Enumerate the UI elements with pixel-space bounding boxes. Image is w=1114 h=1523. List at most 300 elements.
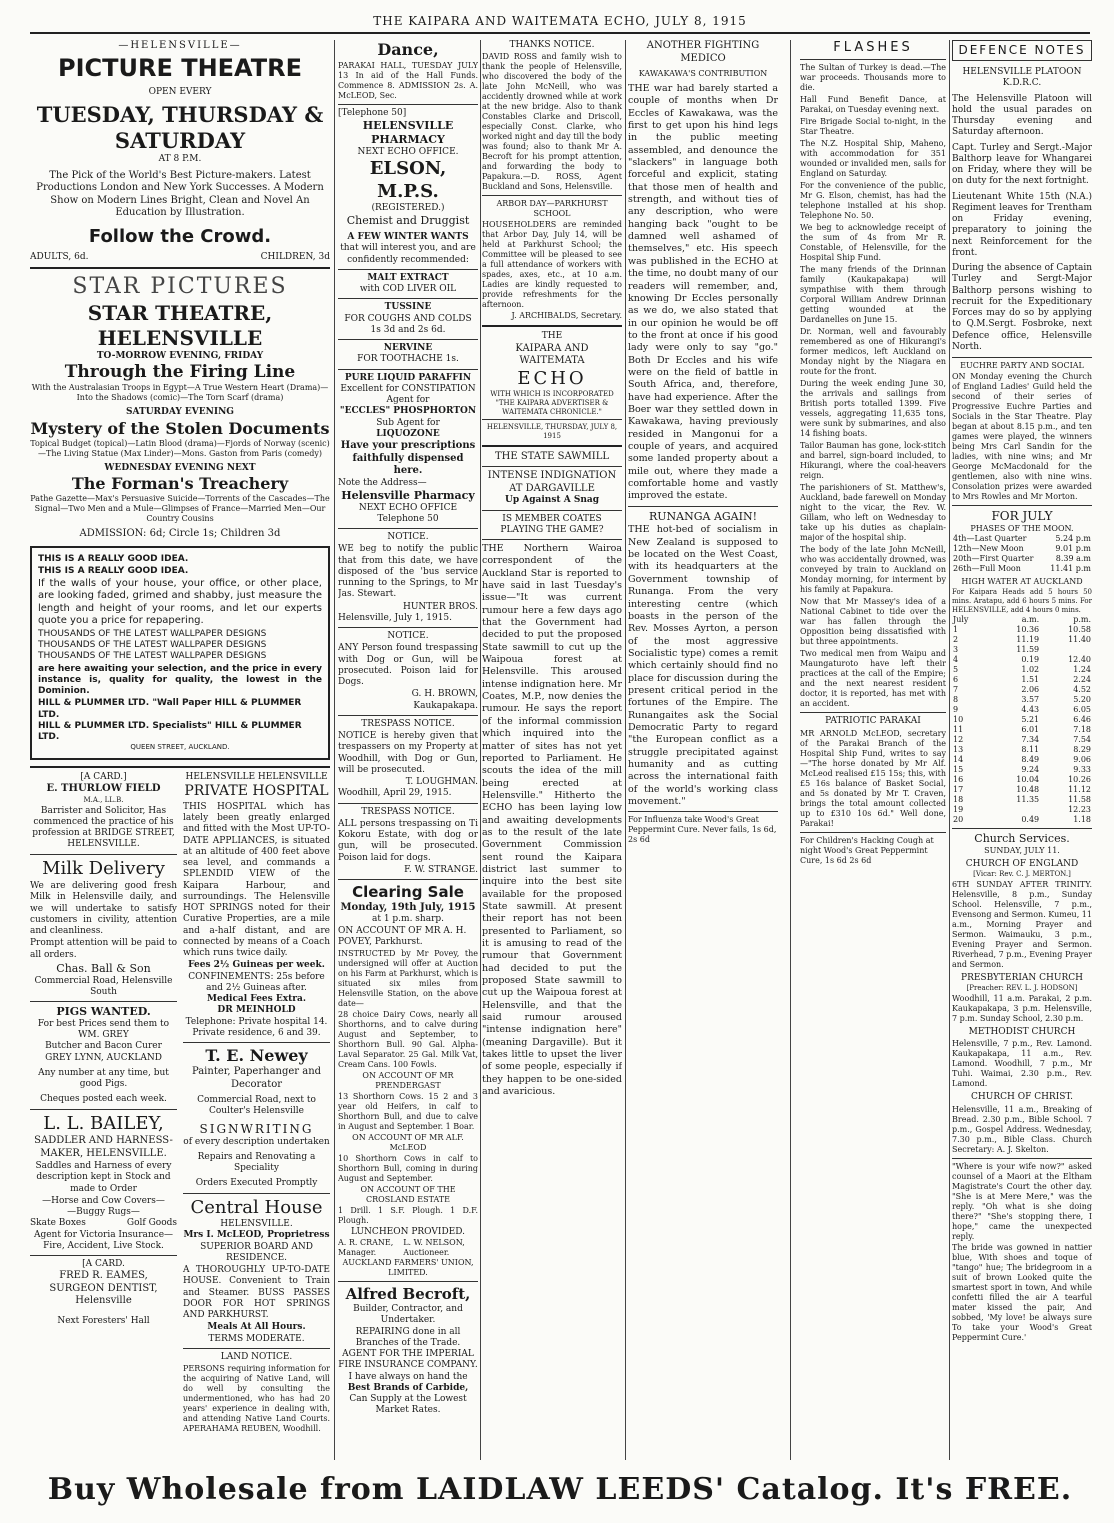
wallpaper-thousands: THOUSANDS OF THE LATEST WALLPAPER DESIGNS — [38, 628, 267, 639]
central-meals: Meals At All Hours. — [207, 1322, 306, 1333]
eames-role: SURGEON DENTIST, — [49, 1282, 158, 1294]
tide-row — [952, 745, 1092, 755]
clearing-items: 13 Shorthorn Cows. 15 2 and 3 year old Heifers, in calf to Shorthorn Bull, and due to calve in August and September. 1 Boar. — [338, 1092, 478, 1131]
column-rule — [790, 40, 791, 1460]
fighting-title: ANOTHER FIGHTING MEDICO — [646, 40, 760, 64]
clearing-auctioneer: L. W. NELSON, Auctioneer. — [403, 1238, 465, 1258]
theatre-adults: ADULTS, 6d. — [30, 252, 89, 262]
pigs-any: Any number at any time, but good Pigs. — [38, 1067, 169, 1089]
footer-note: For Influenza take Wood's Great Peppermint Cure. Never fails, 1s 6d, 2s 6d — [628, 815, 777, 845]
phase-row — [952, 564, 1092, 574]
july-almanac — [952, 509, 1092, 825]
tide-cell: 10.58 — [1068, 625, 1091, 635]
trespass-name: T. LOUGHMAN. — [405, 777, 478, 787]
milk-prompt: Prompt attention will be paid to all orders. — [30, 938, 177, 960]
tide-title: HIGH WATER AT AUCKLAND — [961, 577, 1083, 586]
tide-cell: 19 — [953, 805, 964, 815]
tide-head-cell: July — [953, 615, 969, 625]
trespass-title: TRESPASS NOTICE. — [361, 718, 455, 729]
phase-time: 11.41 p.m — [1050, 564, 1091, 573]
defence-list — [952, 94, 1092, 354]
footer-note: For Children's Hacking Cough at night Wood's Great Peppermint Cure, 1s 6d 2s 6d — [800, 835, 934, 865]
clearing-manager: A. R. CRANE, Manager. — [338, 1238, 394, 1258]
newey-desc: of every description undertaken — [183, 1136, 330, 1147]
hospital-head: HELENSVILLE HELENSVILLE — [185, 772, 328, 782]
phase-date: 4th—Last Quarter — [953, 534, 1027, 543]
newey-ad — [183, 1046, 330, 1190]
clearing-account: ON ACCOUNT OF MR PRENDERGAST — [362, 1071, 454, 1090]
clearing-time: at 1 p.m. sharp. — [371, 914, 444, 925]
becroft-title: Alfred Becroft, — [345, 1285, 471, 1304]
sawmill-article — [482, 451, 622, 1099]
tide-cell: 1.18 — [1073, 815, 1091, 825]
pigs-title: PIGS WANTED. — [56, 1005, 151, 1018]
pharmacy-sub: Sub Agent for — [376, 417, 440, 428]
hospital-doctor: DR MEINHOLD — [217, 1005, 296, 1016]
tide-cell — [988, 805, 1040, 815]
church-lines: 6TH SUNDAY AFTER TRINITY. Helensville, 8 p.m., Sunday School. Helensville, 7 p.m., Evensong and Sermon. Kumeu, 11 a.m., Morning Prayer and Sermon. Waimauku, 3 p.m., Evening Prayer and Sermon. Riverhead, 7 p.m., Evening Prayer and Sermon. — [952, 880, 1092, 969]
tide-cell: 7 — [953, 685, 959, 695]
church-name: CHURCH OF CHRIST. — [971, 1092, 1073, 1103]
tide-cell: 10.04 — [1016, 775, 1040, 785]
picture-theatre-ad — [30, 40, 330, 263]
tide-cell: 11.40 — [1068, 635, 1091, 645]
notice-place: Kaukapakapa. — [413, 700, 478, 711]
church-title: Church Services. — [974, 832, 1070, 846]
theatre-place: —HELENSVILLE— — [118, 40, 242, 51]
echo-the: THE — [541, 331, 563, 342]
pharmacy-next: NEXT ECHO OFFICE. — [357, 146, 459, 157]
becroft-have: I have always on hand the — [348, 1371, 468, 1382]
milk-title: Milk Delivery — [42, 857, 165, 879]
echo-name: KAIPARA AND WAITEMATA — [515, 342, 589, 366]
flash-item: Now that Mr Massey's idea of a National Cabinet to tide over the war has fallen through the Opposition being dissatisfied with but three appointments. — [800, 597, 946, 647]
column-1 — [30, 40, 330, 1460]
star-feature3: The Forman's Treachery — [71, 473, 289, 493]
tide-cell: 5 — [953, 665, 959, 675]
column-4 — [628, 40, 778, 1460]
tide-row — [952, 735, 1092, 745]
runanga-title: RUNANGA AGAIN! — [648, 509, 758, 523]
flash-item: The parishioners of St. Matthew's, Auckland, bade farewell on Monday night to the vicar, the Rev. W. Gillam, who left on Wednesday to take up his duties as chaplain-major of the hospital ship. — [800, 483, 946, 543]
tide-row — [952, 685, 1092, 695]
bailey-agent: Agent for Victoria Insurance—Fire, Accident, Live Stock. — [33, 1229, 174, 1251]
church-name: CHURCH OF ENGLAND — [965, 859, 1079, 869]
phases-table — [952, 534, 1092, 574]
tide-cell: 9.06 — [1073, 755, 1091, 765]
newey-orders: Orders Executed Promptly — [195, 1178, 318, 1189]
fighting-sub: KAWAKAWA'S CONTRIBUTION — [638, 69, 768, 78]
column-2 — [338, 40, 478, 1460]
phases-title: PHASES OF THE MOON. — [970, 524, 1074, 533]
wife-anecdote: "Where is your wife now?" asked counsel of a Maori at the Eltham Magistrate's Court the other day. "She is at Mere Mere," was the reply. "Oh what is she doing there?" "She's stopping there, I hope," came the unexpected reply. — [952, 1161, 1092, 1241]
arbor-notice — [482, 199, 622, 321]
milk-firm: Chas. Ball & Son — [56, 961, 151, 975]
church-section — [952, 1092, 1092, 1154]
pharmacy-name: ELSON, M.P.S. — [369, 158, 447, 202]
eames-town: Helensville — [75, 1295, 132, 1307]
tide-cell: 4.52 — [1073, 685, 1091, 695]
thurlow-name: E. THURLOW FIELD — [46, 783, 161, 795]
pharmacy-rx: Have your prescriptions faithfully dispensed here. — [340, 440, 476, 476]
tide-cell: 15 — [953, 765, 964, 775]
theatre-children: CHILDREN, 3d — [260, 252, 330, 262]
flashes-list — [800, 63, 946, 709]
column-rule — [625, 40, 626, 1460]
milk-ad — [30, 858, 177, 999]
fighting-medico-article — [628, 40, 778, 503]
tide-cell: 10.48 — [1016, 785, 1040, 795]
central-sup: SUPERIOR BOARD AND RESIDENCE. — [200, 1241, 313, 1263]
defence-item: Capt. Turley and Sergt.-Major Balthorp leave for Whangarei on Friday, where they will be on duty for the next fortnight. — [952, 142, 1092, 187]
theatre-blurb: The Pick of the World's Best Picture-makers. Latest Productions London and New York Successes. A Modern Show on Modern Lines Bright, Clean and Novel An Education by Illustration. — [36, 169, 324, 218]
hospital-confinements: CONFINEMENTS: 25s before and 2½ Guineas after. — [188, 971, 325, 993]
phase-row — [952, 544, 1092, 554]
echo-title: ECHO — [517, 367, 587, 389]
central-prop: Mrs I. McLEOD, Proprietress — [183, 1230, 330, 1241]
pharmacy-agent: Agent for — [386, 395, 430, 405]
tide-cell: 6.05 — [1073, 705, 1091, 715]
star-feature2: Mystery of the Stolen Documents — [30, 418, 330, 438]
tide-cell: 1 — [953, 625, 959, 635]
arbor-body: HOUSEHOLDERS are reminded that Arbor Day, July 14, will be held at Parkhurst School; the Committee will be pleased to see a full attendance of workers with spades, axes, etc., at 10 a.m. Ladies are kindly requested to provide refreshments for the afternoon. — [482, 220, 622, 310]
clearing-account: ON ACCOUNT OF THE CROSLAND ESTATE — [360, 1185, 456, 1204]
notice-title: NOTICE. — [387, 532, 429, 542]
theatre-time: AT 8 P.M. — [158, 154, 202, 165]
thanks-notice — [482, 40, 622, 192]
flash-item: For the convenience of the public, Mr G. Elson, chemist, has had the telephone installed at his shop. Telephone No. 50. — [800, 181, 946, 221]
trespass-notice-1 — [338, 719, 478, 800]
central-title: Central House — [190, 1196, 323, 1218]
tide-row — [952, 715, 1092, 725]
pharmacy-address: Helensville Pharmacy — [341, 488, 475, 502]
flash-item: The body of the late John McNeill, who was accidentally drowned, was conveyed by train to Auckland on Monday morning, for interment by his family at Papakura. — [800, 545, 946, 595]
tide-cell: 11.35 — [1016, 795, 1040, 805]
tide-cell: 13 — [953, 745, 964, 755]
defence-platoon: HELENSVILLE PLATOON K.D.R.C. — [962, 67, 1082, 89]
flash-item: During the week ending June 30, the arrivals and sailings from British ports totalled 1399. Five vessels, aggregating 11,635 tons, were sunk by submarines, and also 14 fishing boats. — [800, 379, 946, 439]
flash-item: The N.Z. Hospital Ship, Maheno, with accommodation for 351 wounded or invalided men, sails for England on Saturday. — [800, 139, 946, 179]
arbor-sign: J. ARCHIBALDS, Secretary. — [511, 311, 622, 321]
tide-row — [952, 645, 1092, 655]
pharmacy-nervine-sub: FOR TOOTHACHE 1s. — [357, 354, 459, 365]
dance-ad — [338, 40, 478, 101]
star-tomorrow: TO-MORROW EVENING, FRIDAY — [96, 350, 264, 361]
star-pictures-ad — [30, 273, 330, 540]
sawmill-snag: Up Against A Snag — [505, 495, 599, 506]
wallpaper-firm: HILL & PLUMMER LTD. "Wall Paper HILL & PLUMMER LTD. — [38, 698, 302, 720]
tide-cell: 2.24 — [1073, 675, 1091, 685]
clearing-account: ON ACCOUNT OF MR ALF. McLEOD — [352, 1133, 464, 1152]
tide-row — [952, 665, 1092, 675]
becroft-role: Builder, Contractor, and Undertaker. — [353, 1304, 463, 1326]
tide-row — [952, 815, 1092, 825]
trespass-date: Woodhill, April 29, 1915. — [338, 788, 452, 799]
central-terms: TERMS MODERATE. — [208, 1333, 305, 1344]
pharmacy-note: Note the Address— — [338, 477, 427, 488]
runanga-body: THE hot-bed of socialism in New Zealand is supposed to be located on the West Coast, with its headquarters at the Government township of Runanga. From the very interesting centre (which boasts in the person of the Rev. Mosses Ayrton, a person of the most aggressive Socialistic type) comes a remit which certainly should find no place for discussion during the present critical period in the fortunes of the Empire. The Runangaites ask the Social Democratic Party to regard "the European conflict as a struggle precipitated against humanity and as cutting across the international faith of the world's working class movement." — [628, 524, 778, 807]
church-section — [952, 973, 1092, 1024]
flash-item: We beg to acknowledge receipt of the sum of 4s from Mr R. Constable, of Helensville, for the Hospital Ship Fund. — [800, 223, 946, 263]
tide-cell: 17 — [953, 785, 964, 795]
phase-date: 12th—New Moon — [953, 544, 1024, 553]
tide-row — [952, 675, 1092, 685]
star-feature1: Through the Firing Line — [64, 362, 296, 382]
tide-cell: 8.29 — [1073, 745, 1091, 755]
column-1a — [30, 772, 177, 1435]
bailey-buggy: —Buggy Rugs— — [67, 1207, 140, 1217]
tide-cell: 12.23 — [1068, 805, 1091, 815]
central-body: A THOROUGHLY UP-TO-DATE HOUSE. Convenient to Train and Steamer. BUSS PASSES DOOR FOR HOT SPRINGS AND PARKHURST. — [183, 1265, 330, 1320]
hospital-title: PRIVATE HOSPITAL — [184, 783, 329, 800]
hospital-phone: Telephone: Private hospital 14. Private residence, 6 and 39. — [185, 1016, 328, 1038]
trespass-title: TRESPASS NOTICE. — [361, 806, 455, 817]
phase-date: 26th—Full Moon — [953, 564, 1021, 573]
star-title: STAR PICTURES — [72, 274, 288, 300]
pharmacy-tussine-sub: FOR COUGHS AND COLDS 1s 3d and 2s 6d. — [344, 313, 472, 335]
pharmacy-tussine: TUSSINE — [384, 302, 432, 313]
bailey-sub: SADDLER AND HARNESS-MAKER, HELENSVILLE. — [34, 1135, 173, 1159]
tide-cell: 11.59 — [1016, 645, 1040, 655]
pharmacy-paraffin: PURE LIQUID PARAFFIN — [344, 372, 472, 383]
theatre-follow: Follow the Crowd. — [88, 225, 272, 247]
july-title: FOR JULY — [991, 509, 1053, 523]
clearing-body: INSTRUCTED by Mr Povey, the undersigned will offer at Auction on his Farm at Parkhurst, which is situated six miles from Helensville Station, on the above date— — [338, 949, 478, 1008]
tide-head-cell: p.m. — [1073, 615, 1091, 625]
pharmacy-nervine: NERVINE — [383, 343, 433, 353]
trespass-body: ALL persons trespassing on Ti Kokoru Estate, with dog or gun, will be prosecuted. Poison laid for dogs. — [338, 818, 478, 863]
pharmacy-paraffin-sub: Excellent for CONSTIPATION — [340, 383, 476, 394]
notice-firm: HUNTER BROS. — [403, 601, 478, 612]
pharmacy-wants-sub: that will interest you, and are confidently recommended: — [340, 243, 476, 265]
pharmacy-ad — [338, 108, 478, 525]
church-name: PRESBYTERIAN CHURCH — [961, 973, 1083, 983]
tide-cell: 11.12 — [1068, 785, 1091, 795]
sawmill-sub: INTENSE INDIGNATION AT DARGAVILLE — [487, 470, 617, 494]
flashes-title: FLASHES — [833, 40, 913, 55]
tide-cell: 9.24 — [1021, 765, 1040, 775]
church-list — [952, 859, 1092, 1155]
tide-row — [952, 705, 1092, 715]
flash-item: Dr. Norman, well and favourably remembered as one of Hikurangi's former medicos, left Auckland on Monday night by the Niagara en route for the front. — [800, 327, 946, 377]
tide-row — [952, 775, 1092, 785]
defence-item: During the absence of Captain Turley and Sergt-Major Balthorp persons wishing to recruit for the Expeditionary Forces may do so by applying to Q.M.Sergt. Fosbroke, next Defence office, Helensville North. — [952, 263, 1092, 352]
land-title: LAND NOTICE. — [220, 1351, 293, 1362]
tide-cell: 7.34 — [1021, 735, 1040, 745]
tide-cell: 7.18 — [1073, 725, 1091, 735]
wallpaper-firm: HILL & PLUMMER LTD. Specialists" HILL & PLUMMER LTD. — [38, 720, 302, 742]
arbor-title: ARBOR DAY—PARKHURST SCHOOL — [496, 199, 608, 219]
central-house-ad — [183, 1197, 330, 1345]
clearing-items: 28 choice Dairy Cows, nearly all Shorthorns, and to calve during August and September, to Shorthorn Bull. 90 Gal. Alpha-Laval Separator. 25 Gal. Milk Vat, Cream Cans. 100 Fowls. — [338, 1010, 478, 1069]
clearing-lunch: LUNCHEON PROVIDED. — [350, 1227, 465, 1237]
hospital-body: THIS HOSPITAL which has lately been greatly enlarged and fitted with the Most UP-TO-DATE APPLIANCES, is situated at an altitude of 400 feet above sea level, and commands a SPLENDID VIEW of the Kaipara Harbour, and surroundings. The Helensville HOT SPRINGS noted for their Curative Properties, are a mile and a-half distant, and are connected by means of a Coach which runs twice daily. — [183, 801, 330, 958]
notice-name: G. H. BROWN, — [411, 689, 478, 700]
tide-cell: 6 — [953, 675, 959, 685]
defence-title: DEFENCE NOTES — [952, 40, 1092, 61]
clearing-account: ON ACCOUNT OF MR A. H. POVEY, Parkhurst. — [338, 925, 467, 947]
thanks-body: DAVID ROSS and family wish to thank the people of Helensville, who discovered the body of the late John McNeill, who was accidently drowned while at work at the new bridge. Also to thank Constables Clarke and Driscoll, especially Const. Clarke, who worked night and day till the body was found; also to thank Mr A. Becroft for his prompt attention, and forwarding the body to Papakura.—D. ROSS, Agent Buckland and Sons, Helensville. — [482, 52, 622, 192]
tide-cell: 0.49 — [1021, 815, 1040, 825]
tide-cell: 8 — [953, 695, 959, 705]
church-section — [952, 1027, 1092, 1089]
column-6 — [952, 40, 1092, 1460]
becroft-ad — [338, 1285, 478, 1416]
pharmacy-wants: A FEW WINTER WANTS — [347, 232, 469, 242]
church-lines: Woodhill, 11 a.m. Parakai, 2 p.m. Kaukapakapa, 3 p.m. Helensville, 7 p.m. Sunday School, 2.30 p.m. — [952, 994, 1092, 1023]
tide-cell: 14 — [953, 755, 964, 765]
wallpaper-awaiting: are here awaiting your selection, and the price in every instance is, quality for quality, the lowest in the Dominion. — [38, 663, 322, 696]
tide-cell: 1.51 — [1021, 675, 1040, 685]
tide-row — [952, 785, 1092, 795]
tide-row — [952, 635, 1092, 645]
echo-with: WITH WHICH IS INCORPORATED "THE KAIPARA ADVERTISER & WAITEMATA CHRONICLE." — [490, 390, 614, 416]
echo-date: HELENSVILLE, THURSDAY, JULY 8, 1915 — [486, 423, 618, 440]
phase-time: 8.39 a.m — [1055, 554, 1091, 563]
becroft-carbide: Best Brands of Carbide, — [347, 1382, 469, 1393]
tide-table — [952, 615, 1092, 825]
star-feature1-desc: With the Australasian Troops in Egypt—A True Western Heart (Drama)—Into the Shadows (comic)—The Torn Scarf (drama) — [31, 383, 329, 403]
wallpaper-line2: THIS IS A REALLY GOOD IDEA. — [38, 565, 189, 576]
church-lines: Helensville, 11 a.m., Breaking of Bread. 2.30 p.m., Bible School. 7 p.m., Gospel Address. Wednesday, 7.30 p.m., Bible Class. Church Secretary: A. J. Skelton. — [952, 1104, 1092, 1154]
tide-cell: 2 — [953, 635, 959, 645]
star-wednesday: WEDNESDAY EVENING NEXT — [104, 462, 256, 473]
pharmacy-title: HELENSVILLE PHARMACY — [362, 119, 454, 146]
tide-cell: 9.33 — [1073, 765, 1091, 775]
milk-address: Commercial Road, Helensville South — [34, 975, 173, 997]
euchre-title: EUCHRE PARTY AND SOCIAL — [960, 361, 1084, 370]
tide-cell: 1.02 — [1021, 665, 1040, 675]
tide-cell: 0.19 — [1021, 655, 1040, 665]
pigs-cheques: Cheques posted each week. — [40, 1094, 167, 1105]
newey-title: T. E. Newey — [205, 1046, 308, 1065]
theatre-days: TUESDAY, THURSDAY & SATURDAY — [36, 101, 324, 153]
defence-item: Lieutenant White 15th (N.A.) Regiment leaves for Trentham on Friday evening, preparatory to joining the next Reinforcement for the front. — [952, 191, 1092, 258]
tide-row — [952, 765, 1092, 775]
church-name: METHODIST CHURCH — [968, 1027, 1076, 1037]
echo-header — [482, 331, 622, 441]
phase-row — [952, 554, 1092, 564]
thurlow-card — [30, 772, 177, 851]
flash-item: Fire Brigade Social to-night, in the Star Theatre. — [800, 117, 946, 137]
column-rule — [949, 40, 950, 1460]
masthead: THE KAIPARA AND WAITEMATA ECHO, JULY 8, 1915 — [30, 10, 1090, 34]
tide-note: For Kaipara Heads add 5 hours 50 mins. Aratapu, add 6 hours 5 mins. For HELENSVILLE, add 4 hours 0 mins. — [952, 588, 1092, 614]
eames-address: Next Foresters' Hall — [57, 1315, 150, 1326]
wallpaper-ad — [30, 546, 330, 760]
pigs-name: WM. GREY — [78, 1030, 129, 1040]
tide-row — [952, 795, 1092, 805]
parakai-title: PATRIOTIC PARAKAI — [825, 716, 921, 727]
star-feature3-desc: Pathe Gazette—Max's Persuasive Suicide—Torrents of the Cascades—The Signal—Two Men and a Mule—Glimpses of France—Married Men—Our Country Cousins — [30, 493, 330, 523]
runanga-article — [628, 510, 778, 809]
hospital-medical: Medical Fees Extra. — [207, 994, 306, 1004]
star-saturday: SATURDAY EVENING — [126, 407, 234, 418]
tide-cell: 12 — [953, 735, 964, 745]
pharmacy-address2: NEXT ECHO OFFICE — [358, 502, 458, 513]
wallpaper-line1: THIS IS A REALLY GOOD IDEA. — [38, 554, 189, 565]
star-theatre: STAR THEATRE, HELENSVILLE — [87, 300, 273, 350]
pigs-role: Butcher and Bacon Curer — [45, 1041, 162, 1052]
card-label: [A CARD. — [82, 1259, 125, 1269]
clearing-items: 10 Shorthorn Cows in calf to Shorthorn Bull, coming in during August and September. — [338, 1154, 478, 1183]
tide-cell: 5.21 — [1021, 715, 1040, 725]
newey-repairs: Repairs and Renovating a Speciality — [197, 1151, 316, 1173]
notice-date: Helensville, July 1, 1915. — [338, 612, 453, 623]
church-vicar: [Preacher: REV. L. J. HODSON] — [966, 984, 1078, 993]
clearing-items: 1 Drill. 1 S.F. Plough. 1 D.F. Plough. — [338, 1206, 478, 1225]
theatre-title: PICTURE THEATRE — [57, 53, 303, 82]
bailey-body: Saddles and Harness of every description kept in Stock and made to Order — [35, 1161, 172, 1194]
church-lines: Helensville, 7 p.m., Rev. Lamond. Kaukapakapa, 11 a.m., Rev. Lamond. Woodhill, 7 p.m., Mr Tuhi. Waimai, 2.30 p.m., Rev. Lamond. — [952, 1039, 1092, 1089]
pigs-ad — [30, 1005, 177, 1106]
wallpaper-thousands: THOUSANDS OF THE LATEST WALLPAPER DESIGNS — [38, 651, 267, 662]
pharmacy-eccles: "ECCLES" PHOSPHORTON — [339, 406, 477, 417]
notice-bus — [338, 532, 478, 624]
newey-role: Painter, Paperhanger and Decorator — [191, 1066, 322, 1090]
tide-cell: 6.01 — [1021, 725, 1040, 735]
pharmacy-role: Chemist and Druggist — [346, 214, 470, 228]
dance-title: Dance, — [377, 40, 439, 59]
bride-poem: The bride was gowned in nattier blue, With shoes and toque of "tango" hue; The bridegroom in a suit of brown Looked quite the smartest sport in town, And while confetti filled the air A tearful mater kissed the pair, And sobbed, 'My love! be always sure To take your Wood's Great Peppermint Cure.' — [952, 1242, 1092, 1342]
dance-body: PARAKAI HALL, TUESDAY JULY 13 In aid of the Hall Funds. Commence 8. ADMISSION 2s. A. McLEOD, Sec. — [338, 61, 478, 100]
card-label: [A CARD.] — [80, 772, 127, 782]
parakai-body: MR ARNOLD McLEOD, secretary of the Parakai Branch of the Hospital Ship Fund, writes to say—"The horse donated by Mr Alf. McLeod realised £15 15s; this, with £5 16s balance of Basket Social, and 5s donated by Mr T. Craven, brings the total amount collected up to £310 10s 6d." Well done, Parakai! — [800, 728, 946, 828]
bailey-golf: Golf Goods — [126, 1218, 177, 1229]
land-notice — [183, 1352, 330, 1434]
tide-cell: 3 — [953, 645, 959, 655]
tide-cell: 10 — [953, 715, 964, 725]
bailey-horse: —Horse and Cow Covers— — [42, 1195, 165, 1206]
pigs-address: GREY LYNN, AUCKLAND — [45, 1052, 162, 1063]
church-section — [952, 859, 1092, 970]
tide-cell: 1.24 — [1073, 665, 1091, 675]
tide-cell: 11.58 — [1068, 795, 1091, 805]
defence-item: The Helensville Platoon will hold the usual parades on Thursday evening and Saturday afternoon. — [952, 93, 1092, 138]
thurlow-body: Barrister and Solicitor, Has commenced the practice of his profession at BRIDGE STREET, HELENSVILLE. — [32, 805, 175, 850]
star-admission: ADMISSION: 6d; Circle 1s; Children 3d — [79, 527, 281, 539]
pharmacy-reg: (REGISTERED.) — [371, 203, 445, 213]
sawmill-question: IS MEMBER COATES PLAYING THE GAME? — [500, 513, 604, 535]
tide-cell: 3.57 — [1021, 695, 1040, 705]
flash-item: Hall Fund Benefit Dance, at Parakai, on Tuesday evening next. — [800, 95, 946, 115]
hospital-fees: Fees 2½ Guineas per week. — [188, 960, 325, 971]
column-5 — [800, 40, 946, 1460]
pigs-body: For best Prices send them to — [37, 1018, 170, 1029]
tide-cell: 7.54 — [1073, 735, 1091, 745]
parakai-article — [800, 716, 946, 828]
wallpaper-address: QUEEN STREET, AUCKLAND. — [130, 743, 230, 752]
becroft-supply: Can Supply at the Lowest Market Rates. — [349, 1394, 467, 1416]
euchre-body: ON Monday evening the Church of England Ladies' Guild held the second of their series of Progressive Euchre Parties and Socials in the Star Theatre. Play began at about 8.15 p.m., and ten games were played, the winners being Mrs Carl Sandin for the ladies, with nine wins; and Mr George McMacdonald for the gentlemen, also with nine wins. Consolation prizes were awarded to Mrs Rowles and Mr Morton. — [952, 372, 1092, 501]
tide-cell: 4 — [953, 655, 959, 665]
laidlaw-leeds-banner: Buy Wholesale from LAIDLAW LEEDS' Catalog. It's FREE. — [47, 1472, 1073, 1507]
trespass-name: F. W. STRANGE. — [404, 864, 478, 875]
flash-item: Two medical men from Waipu and Maungaturoto have left their practices at the call of the Empire; and the next nearest resident doctor, it is reported, has met with an accident. — [800, 649, 946, 709]
church-date: SUNDAY, JULY 11. — [984, 846, 1060, 855]
clearing-sale-ad — [338, 883, 478, 1278]
land-body: PERSONS requiring information for the acquiring of Native Land, will do well by consulting the undermentioned, who has had 20 years' experience in dealing with, and attending Native Land Courts. APERAHAMA REUBEN, Woodhill. — [183, 1364, 330, 1433]
eames-card — [30, 1259, 177, 1327]
bailey-title: L. L. BAILEY, — [43, 1112, 164, 1134]
trespass-notice-2 — [338, 807, 478, 877]
tide-cell: 20 — [953, 815, 964, 825]
pharmacy-liquozone: LIQUOZONE — [376, 428, 440, 439]
tide-cell: 18 — [953, 795, 964, 805]
column-3 — [482, 40, 622, 1460]
sawmill-title: THE STATE SAWMILL — [494, 450, 610, 462]
tide-cell: 11 — [953, 725, 964, 735]
